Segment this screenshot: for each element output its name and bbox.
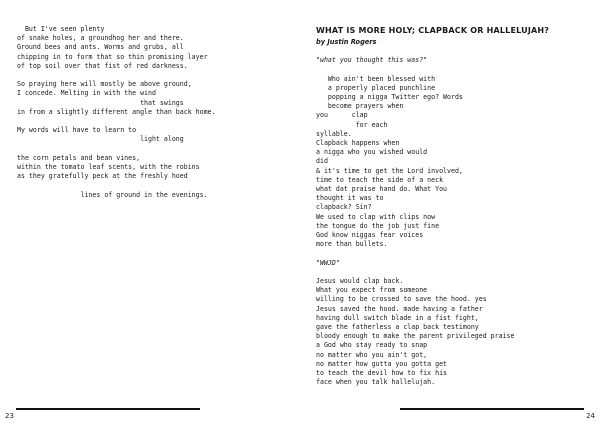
poem-sections (316, 56, 549, 387)
poem-line: more than bullets. (316, 240, 388, 249)
left-footer-rule (16, 408, 200, 410)
poem-line: did (316, 157, 328, 166)
poem-line: the tongue do the job just fine (316, 221, 440, 230)
poem-line: no matter who you ain't got, (316, 350, 428, 359)
poem-line: chipping in to form that so thin promising layer (17, 52, 208, 61)
poem-line: of snake holes, a groundhog her and there. (17, 34, 184, 43)
poem-line: Jesus saved the hood. made having a father (316, 304, 483, 313)
poem-line (316, 249, 549, 258)
poem-line: Who ain't been blessed with (316, 74, 436, 83)
poem-line: you clap (316, 111, 368, 120)
poem-line: a properly placed punchline (316, 83, 436, 92)
poem-line: face when you talk hallelujah. (316, 378, 436, 387)
poem-line: thought it was to (316, 194, 384, 203)
poem-line: syllable. (316, 129, 352, 138)
poem-line: in from a slightly different angle than back home. (17, 107, 216, 116)
poem-line: Clapback happens when (316, 139, 400, 147)
right-page (300, 0, 600, 424)
poem-title: WHAT IS MORE HOLY; CLAPBACK OR HALLELUJAH? (316, 26, 550, 35)
poem-line: light along (17, 135, 184, 144)
spacer (316, 47, 549, 56)
poem-line: I concede. Melting in with the wind (17, 89, 156, 98)
poem-line: time to teach the side of a neck (316, 175, 444, 184)
poem-line: the corn petals and bean vines, (17, 153, 141, 162)
poem-line: a nigga who you wished would (316, 148, 428, 157)
poem-line: as they gratefully peck at the freshly hoed (17, 172, 188, 181)
poem-line (316, 65, 549, 74)
section-subtitle: "WWJD" (316, 258, 340, 267)
poem-line: a God who stay ready to snap (316, 341, 428, 350)
poem-line: what dat praise hand do. What You (316, 185, 448, 194)
poem-line (17, 145, 216, 154)
poem-line: lines of ground in the evenings. (17, 190, 208, 199)
poem-line: gave the fatherless a clap back testimony (316, 323, 479, 332)
poem-line: willing to be crossed to save the hood. yes (316, 295, 487, 304)
poem-line: But I've seen plenty (17, 25, 105, 33)
poem-line: that swings (17, 98, 184, 107)
left-page-number: 23 (5, 412, 14, 420)
poem-line (17, 117, 216, 126)
right-footer-rule (400, 408, 584, 410)
poem-line: for each (316, 120, 388, 129)
poem-line: no matter how gutta you gotta get (316, 359, 448, 368)
poem-line: Jesus would clap back. (316, 277, 404, 286)
poem-line: So praying here will mostly be above ground, (17, 80, 192, 89)
poem-line: What you expect from someone (316, 286, 428, 295)
poem-line: within the tomato leaf scents, with the robins (17, 163, 200, 171)
poem-line: Ground bees and ants. Worms and grubs, all (17, 43, 184, 52)
poem-line (316, 268, 549, 277)
poem-line: of top soil over that fist of red darkness. (17, 61, 188, 70)
poem-byline: by Justin Rogers (316, 38, 377, 46)
poem-line: clapback? Sin? (316, 203, 372, 212)
poem-line: & it's time to get the Lord involved, (316, 166, 463, 175)
poem-line: God know niggas fear voices (316, 231, 424, 240)
poem-line: become prayers when (316, 102, 404, 111)
poem-line: popping a nigga Twitter ego? Words (316, 92, 463, 101)
section-subtitle: "what you thought this was?" (316, 56, 428, 65)
left-poem-text (17, 25, 216, 200)
poem-line (17, 181, 216, 190)
poem-line (17, 71, 216, 80)
poem-line: My words will have to learn to (17, 126, 137, 135)
poem-line: to teach the devil how to fix his (316, 369, 448, 378)
right-page-number: 24 (586, 412, 595, 420)
poem-line: We used to clap with clips now (316, 212, 436, 221)
poem-line: having dull switch blade in a fist fight, (316, 313, 479, 322)
poem-line: bloody enough to make the parent privileged praise (316, 332, 515, 341)
right-poem-text (316, 25, 549, 387)
